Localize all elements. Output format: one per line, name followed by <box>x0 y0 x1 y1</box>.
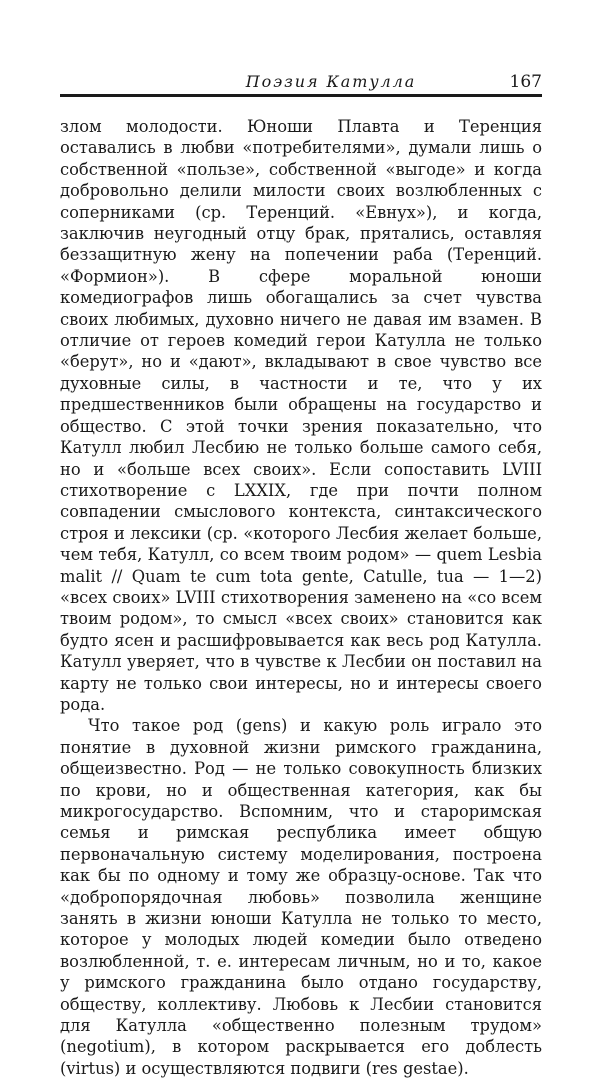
header-rule <box>60 94 542 97</box>
body-text <box>60 116 542 1079</box>
running-title: Поэзия Катулла <box>245 72 417 91</box>
paragraph-1: злом молодости. Юноши Плавта и Теренция оставались в любви «потребителями», думали лишь о собственной «пользе», собственной «выгоде» и когда добровольно делили милости своих возлюбленных с соперниками (ср. Теренций. «Евнух»), и когда, заключив неугодный отцу брак, прятались, оставляя беззащитную жену на попечении раба (Теренций. «Формион»). В сфере моральной юноши комедиографов лишь обогащались за счет чувства своих любимых, духовно ничего не давая им взамен. В отличие от героев комедий герои Катулла не только «берут», но и «дают», вкладывают в свое чувство все духовные силы, в частности и те, что у их предшественников были обращены на государство и общество. С этой точки зрения показательно, что Катулл любил Лесбию не только больше самого себя, но и «больше всех своих». Если сопоставить LVIII стихотворение с LXXIX, где при почти полном совпадении смыслового контекста, синтаксического строя и лексики (ср. «которого Лесбия желает больше, чем тебя, Катулл, со всем твоим родом» — quem Lesbia malit // Quam te cum tota gente, Catulle, tua — 1—2) «всех своих» LVIII стихотворения заменено на «со всем твоим родом», то смысл «всех своих» становится как будто ясен и расшифровывается как весь род Катулла. Катулл уверяет, что в чувстве к Лесбии он поставил на карту не только свои интересы, но и интересы своего рода. <box>60 117 542 714</box>
running-head <box>60 70 542 96</box>
page-number: 167 <box>509 72 542 92</box>
paragraph-2: Что такое род (gens) и какую роль играло это понятие в духовной жизни римского гражданина, общеизвестно. Род — не только совокупность близких по крови, но и общественная категория, как бы микрогосударство. Вспомним, что и староримская семья и римская республика имеет общую первоначальную систему моделирования, построена как бы по одному и тому же образцу-основе. Так что «добропорядочная любовь» позволила женщине занять в жизни юноши Катулла не только то место, которое у молодых людей комедии было отведено возлюбленной, т. е. интересам личным, но и то, какое у римского гражданина было отдано государству, обществу, коллективу. Любовь к Лесбии становится для Катулла «общественно полезным трудом» (negotium), в котором раскрывается его доблесть (virtus) и осуществляются подвиги (res gestae). <box>60 716 542 1078</box>
